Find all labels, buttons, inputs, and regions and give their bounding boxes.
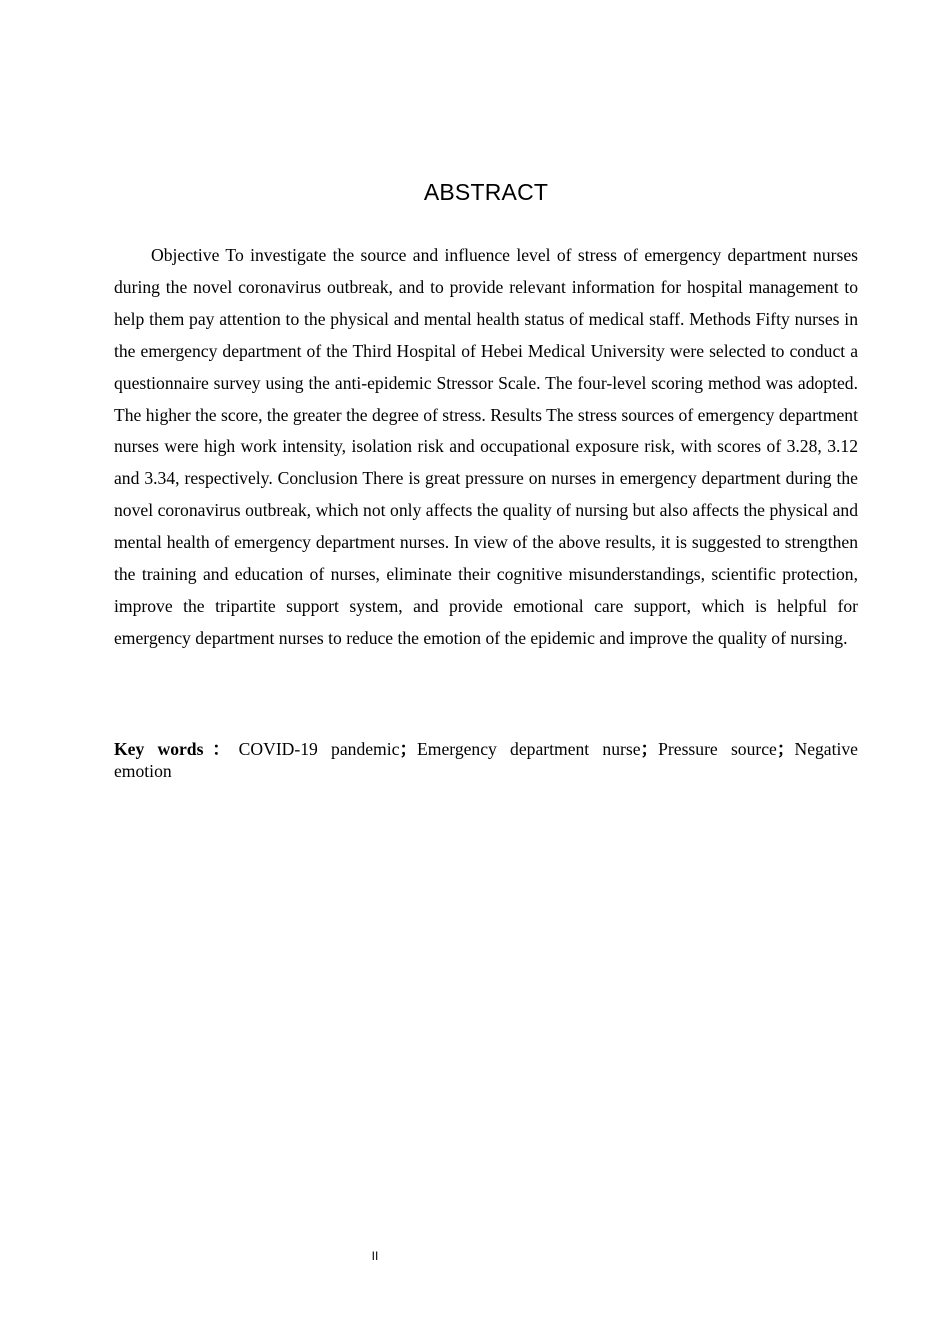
keyword-separator: ； — [399, 739, 418, 759]
abstract-title: ABSTRACT — [423, 179, 549, 205]
keywords-label-separator: ： — [203, 739, 239, 759]
keyword-separator: ； — [776, 739, 795, 759]
keyword-item: Pressure source — [658, 739, 777, 759]
abstract-body: Objective To investigate the source and influence level of stress of emergency department nurses during the novel coronavirus outbreak, and to provide relevant information for hospital management to help them pay attention to the physical and mental health status of medical staff. Methods Fifty nurses in the emergency department of the Third Hospital of Hebei Medical University were selected to conduct a questionnaire survey using the anti-epidemic Stressor Scale. The four-level scoring method was adopted. The higher the score, the greater the degree of stress. Results The stress sources of emergency department nurses were high work intensity, isolation risk and occupational exposure risk, with scores of 3.28, 3.12 and 3.34, respectively. Conclusion There is great pressure on nurses in emergency department during the novel coronavirus outbreak, which not only affects the quality of nursing but also affects the physical and mental health of emergency department nurses. In view of the above results, it is suggested to strengthen the training and education of nurses, eliminate their cognitive misunderstandings, scientific protection, improve the tripartite support system, and provide emotional care support, which is helpful for emergency department nurses to reduce the emotion of the epidemic and improve the quality of nursing. — [114, 245, 858, 648]
keyword-item: Negative emotion — [114, 739, 858, 781]
keyword-item: COVID-19 pandemic — [238, 739, 400, 759]
page-number: II — [371, 1249, 379, 1263]
keyword-item: Emergency department nurse — [417, 739, 641, 759]
keyword-separator: ； — [640, 739, 659, 759]
keywords-label: Key words — [114, 739, 204, 759]
keywords-line — [114, 738, 858, 782]
